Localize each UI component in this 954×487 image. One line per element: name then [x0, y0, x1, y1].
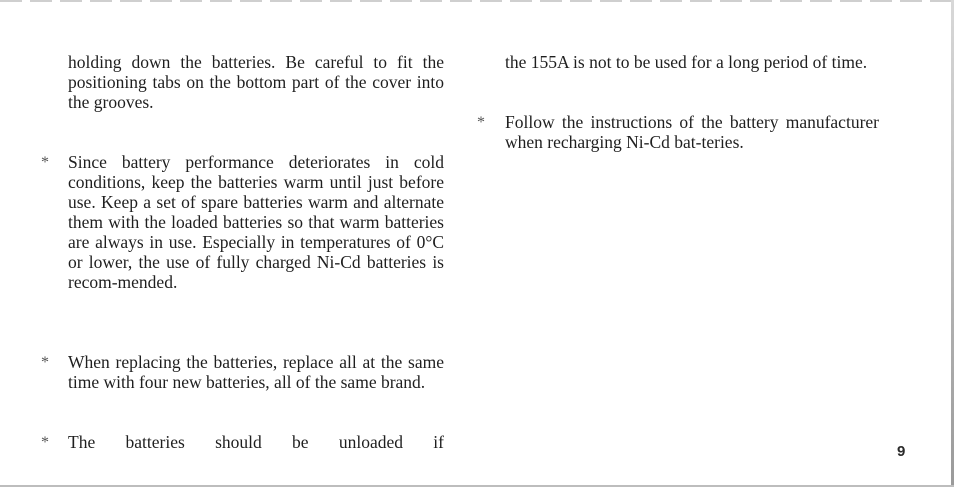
- bullet-marker: *: [41, 354, 49, 371]
- unload-batteries-paragraph: The batteries should be unloaded if: [68, 432, 444, 452]
- replacing-batteries-paragraph: When replacing the batteries, replace all at the same time with four new batteries, all of the same brand.: [68, 352, 444, 392]
- recharging-instructions-paragraph: Follow the instructions of the battery manufacturer when recharging Ni-Cd bat-teries.: [505, 112, 879, 152]
- bullet-marker: *: [41, 154, 49, 171]
- bullet-marker: *: [477, 114, 485, 131]
- bullet-marker: *: [41, 434, 49, 451]
- top-page-edge: [0, 0, 954, 2]
- left-continuation-paragraph: holding down the batteries. Be careful to fit the positioning tabs on the bottom part of the cover into the grooves.: [68, 52, 444, 112]
- right-continuation-paragraph: the 155A is not to be used for a long period of time.: [505, 52, 868, 72]
- cold-conditions-paragraph: Since battery performance deteriorates in cold conditions, keep the batteries warm until just before use. Keep a set of spare batteries warm and alternate them with the loaded batteries so that warm batteries are always in use. Especially in temperatures of 0°C or lower, the use of fully charged Ni-Cd batteries is recom-mended.: [68, 152, 444, 292]
- page-number: 9: [897, 443, 906, 460]
